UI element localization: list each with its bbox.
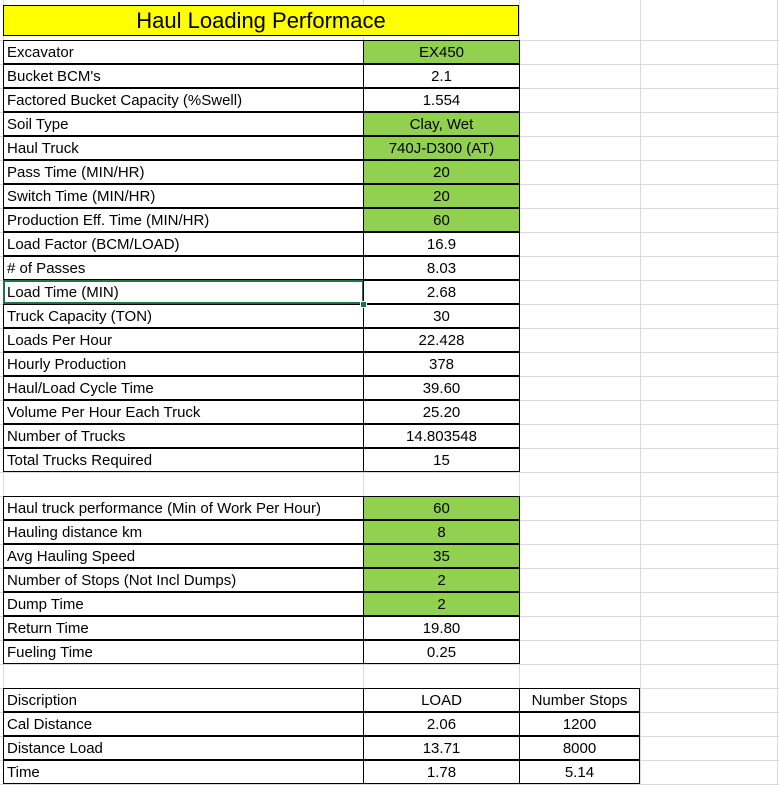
value-cell[interactable]: 30 <box>363 304 520 328</box>
gridline-horizontal <box>0 472 779 473</box>
label-cell[interactable]: Haul Truck <box>3 136 364 160</box>
label-cell[interactable]: Haul truck performance (Min of Work Per Hour) <box>3 496 364 520</box>
value-cell[interactable]: 35 <box>363 544 520 568</box>
label-cell[interactable]: Number of Stops (Not Incl Dumps) <box>3 568 364 592</box>
label-cell[interactable]: Truck Capacity (TON) <box>3 304 364 328</box>
value-cell[interactable]: 8 <box>363 520 520 544</box>
value-cell[interactable]: 15 <box>363 448 520 472</box>
label-cell[interactable]: Loads Per Hour <box>3 328 364 352</box>
stops-cell[interactable]: 1200 <box>519 712 640 736</box>
label-cell[interactable]: Total Trucks Required <box>3 448 364 472</box>
label-cell[interactable]: Time <box>3 760 364 784</box>
load-cell[interactable]: 2.06 <box>363 712 520 736</box>
value-cell[interactable]: 39.60 <box>363 376 520 400</box>
label-cell[interactable]: Switch Time (MIN/HR) <box>3 184 364 208</box>
value-cell[interactable]: 22.428 <box>363 328 520 352</box>
label-cell[interactable]: Excavator <box>3 40 364 64</box>
value-cell[interactable]: 60 <box>363 208 520 232</box>
stops-cell[interactable]: Number Stops <box>519 688 640 712</box>
label-cell[interactable]: Return Time <box>3 616 364 640</box>
label-cell[interactable]: Load Time (MIN) <box>3 280 364 304</box>
label-cell[interactable]: Pass Time (MIN/HR) <box>3 160 364 184</box>
label-cell[interactable]: Factored Bucket Capacity (%Swell) <box>3 88 364 112</box>
value-cell[interactable]: 2.1 <box>363 64 520 88</box>
value-cell[interactable]: 25.20 <box>363 400 520 424</box>
load-cell[interactable]: LOAD <box>363 688 520 712</box>
label-cell[interactable]: Volume Per Hour Each Truck <box>3 400 364 424</box>
label-cell[interactable]: Cal Distance <box>3 712 364 736</box>
value-cell[interactable]: 378 <box>363 352 520 376</box>
value-cell[interactable]: 16.9 <box>363 232 520 256</box>
label-cell[interactable]: # of Passes <box>3 256 364 280</box>
label-cell[interactable]: Hourly Production <box>3 352 364 376</box>
label-cell[interactable]: Hauling distance km <box>3 520 364 544</box>
label-cell[interactable]: Distance Load <box>3 736 364 760</box>
label-cell[interactable]: Avg Hauling Speed <box>3 544 364 568</box>
stops-cell[interactable]: 8000 <box>519 736 640 760</box>
value-cell[interactable]: 14.803548 <box>363 424 520 448</box>
label-cell[interactable]: Bucket BCM's <box>3 64 364 88</box>
label-cell[interactable]: Number of Trucks <box>3 424 364 448</box>
label-cell[interactable]: Fueling Time <box>3 640 364 664</box>
value-cell[interactable]: EX450 <box>363 40 520 64</box>
value-cell[interactable]: 20 <box>363 184 520 208</box>
value-cell[interactable]: 740J-D300 (AT) <box>363 136 520 160</box>
label-cell[interactable]: Haul/Load Cycle Time <box>3 376 364 400</box>
load-cell[interactable]: 1.78 <box>363 760 520 784</box>
value-cell[interactable]: Clay, Wet <box>363 112 520 136</box>
value-cell[interactable]: 20 <box>363 160 520 184</box>
value-cell[interactable]: 0.25 <box>363 640 520 664</box>
value-cell[interactable]: 8.03 <box>363 256 520 280</box>
label-cell[interactable]: Discription <box>3 688 364 712</box>
fill-handle[interactable] <box>360 301 367 308</box>
load-cell[interactable]: 13.71 <box>363 736 520 760</box>
label-cell[interactable]: Production Eff. Time (MIN/HR) <box>3 208 364 232</box>
value-cell[interactable]: 2 <box>363 592 520 616</box>
value-cell[interactable]: 60 <box>363 496 520 520</box>
value-cell[interactable]: 2.68 <box>363 280 520 304</box>
value-cell[interactable]: 1.554 <box>363 88 520 112</box>
label-cell[interactable]: Load Factor (BCM/LOAD) <box>3 232 364 256</box>
gridline-horizontal <box>0 664 779 665</box>
gridline-vertical <box>640 0 641 785</box>
value-cell[interactable]: 19.80 <box>363 616 520 640</box>
sheet-title[interactable]: Haul Loading Performace <box>3 5 519 36</box>
label-cell[interactable]: Dump Time <box>3 592 364 616</box>
label-cell[interactable]: Soil Type <box>3 112 364 136</box>
gridline-vertical <box>777 0 778 785</box>
stops-cell[interactable]: 5.14 <box>519 760 640 784</box>
value-cell[interactable]: 2 <box>363 568 520 592</box>
